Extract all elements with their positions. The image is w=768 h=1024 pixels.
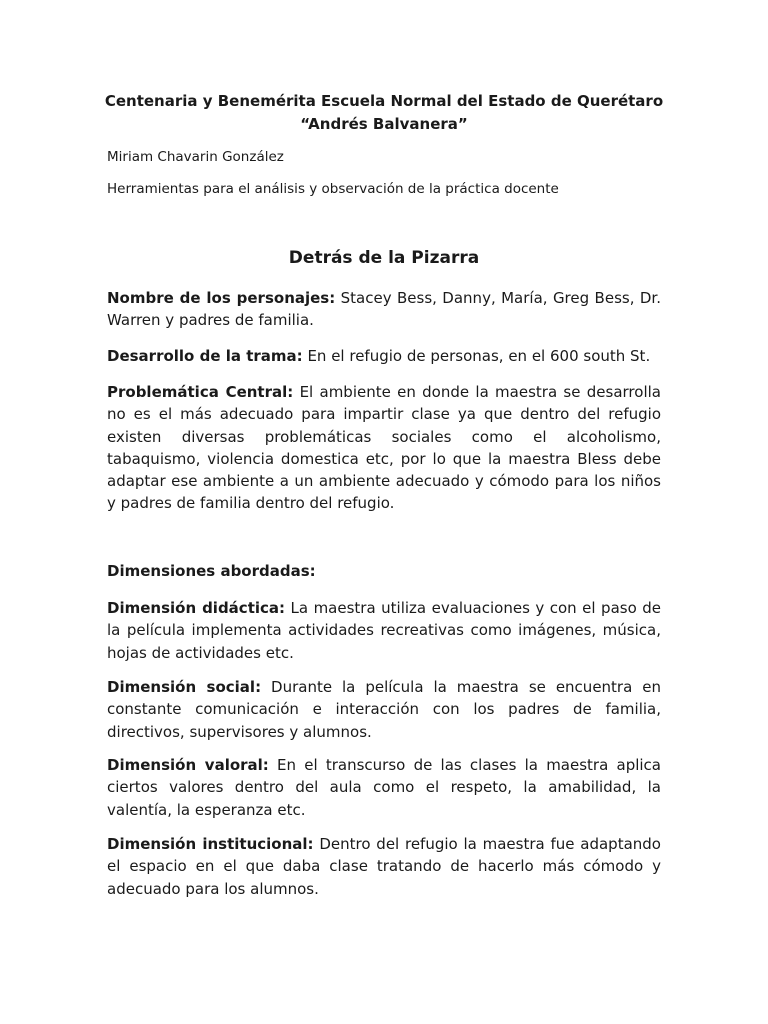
dimension-label: Dimensión institucional: [107,835,314,853]
dimension-text: La maestra utiliza evaluaciones y con el paso de la película implementa actividades recreativas como imágenes, música, hojas de actividades etc. [107,599,661,662]
dimension-text: Dentro del refugio la maestra fue adaptando el espacio en el que daba clase tratando de hacerlo más cómodo y adecuado para los alumnos. [107,835,661,898]
characters-label: Nombre de los personajes: [107,289,336,307]
dimension-label: Dimensión social: [107,678,262,696]
plot-text: En el refugio de personas, en el 600 south St. [307,347,651,365]
dimension-label: Dimensión didáctica: [107,599,286,617]
dimension-text: En el transcurso de las clases la maestra aplica ciertos valores dentro del aula como el respeto, la amabilidad, la valentía, la esperanza etc. [107,756,661,819]
characters-text: Stacey Bess, Danny, María, Greg Bess, Dr. Warren y padres de familia. [107,289,661,330]
institution-title: Centenaria y Benemérita Escuela Normal del Estado de Querétaro “Andrés Balvanera” [104,92,664,133]
document-title: Detrás de la Pizarra [288,248,480,268]
plot-label: Desarrollo de la trama: [107,347,303,365]
author-name: Miriam Chavarin González [107,149,284,165]
dimension-item [107,754,661,821]
plot-paragraph [107,345,661,367]
dimensions-heading: Dimensiones abordadas: [107,562,316,580]
course-name: Herramientas para el análisis y observación de la práctica docente [107,181,559,197]
dimension-text: Durante la película la maestra se encuentra en constante comunicación e interacción con los padres de familia, directivos, supervisores y alumnos. [107,678,661,741]
problem-text: El ambiente en donde la maestra se desarrolla no es el más adecuado para impartir clase ya que dentro del refugio existen diversas problemáticas sociales como el alcoholismo, tabaquismo, violencia domestica etc, por lo que la maestra Bless debe adaptar ese ambiente a un ambiente adecuado y cómodo para los niños y padres de familia dentro del refugio. [107,383,661,513]
characters-paragraph [107,287,661,332]
dimension-item [107,833,661,900]
dimension-item [107,676,661,743]
problem-paragraph [107,381,661,515]
problem-label: Problemática Central: [107,383,294,401]
dimension-item [107,597,661,664]
dimension-label: Dimensión valoral: [107,756,269,774]
